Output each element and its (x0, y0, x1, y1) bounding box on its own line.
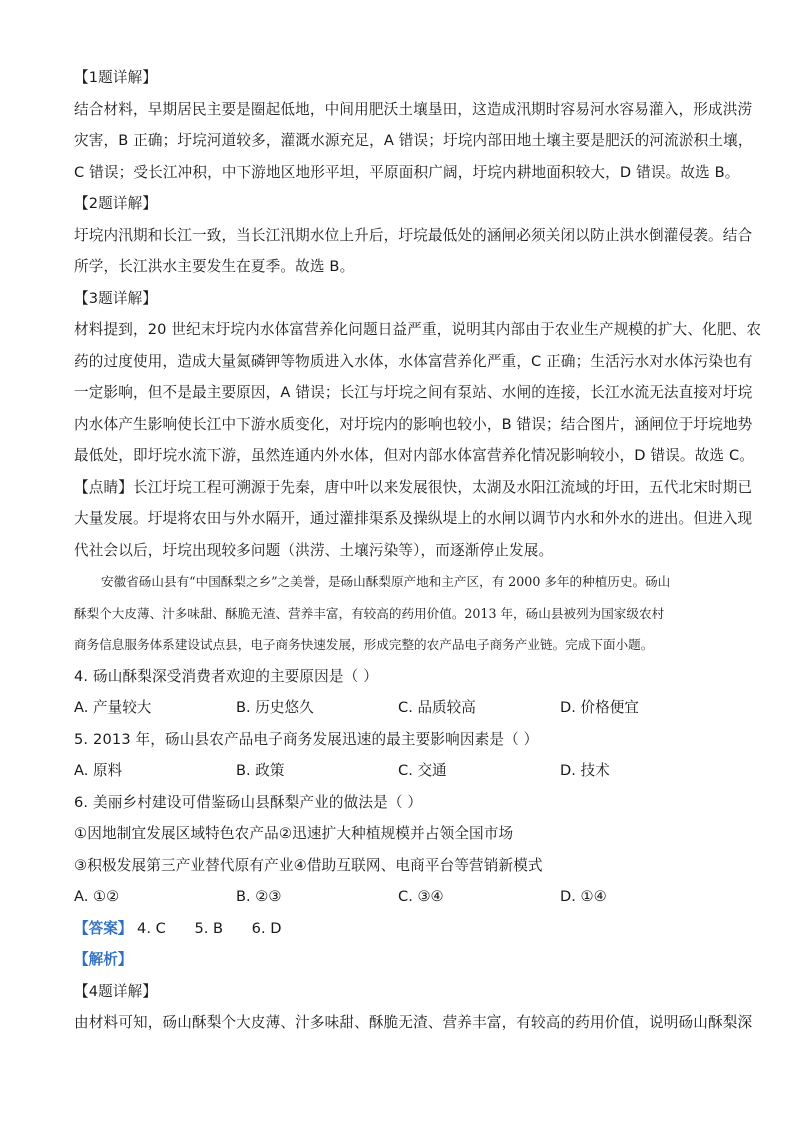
question-6-statement-1: ①因地制宜发展区域特色农产品②迅速扩大种植规模并占领全国市场 (74, 825, 514, 842)
section-1-line-1: 结合材料，早期居民主要是圈起低地，中间用肥沃土壤垦田，这造成汛期时容易河水容易灌入，形成洪涝 (74, 100, 753, 118)
q6-option-c: C. ③④ (398, 888, 444, 905)
question-4-options (74, 692, 726, 724)
question-5-stem: 5. 2013 年，砀山县农产品电子商务发展迅速的最主要影响因素是（ ） (74, 730, 539, 748)
section-3-line-3: 一定影响，但不是最主要原因，A 错误；长江与圩垸之间有泵站、水闸的连接，长江水流无法直接对圩垸 (74, 384, 753, 401)
section-heading-1: 【1题详解】 (74, 69, 158, 86)
q5-option-a: A. 原料 (74, 762, 123, 779)
section-3-line-1: 材料提到，20 世纪末圩垸内水体富营养化问题日益严重，说明其内部由于农业生产规模的扩大、化肥、农 (74, 321, 762, 338)
section-1-line-2: 灾害，B 正确；圩垸河道较多，灌溉水源充足，A 错误；圩垸内部田地土壤主要是肥沃的河流淤积土壤， (74, 132, 753, 149)
dianjing-text-1: 长江圩垸工程可溯源于先秦，唐中叶以来发展很快，太湖及水阳江流域的圩田，五代北宋时期已 (132, 478, 753, 496)
q5-option-b: B. 政策 (236, 762, 285, 779)
q6-option-a: A. ①② (74, 888, 120, 905)
q4-option-b: B. 历史悠久 (236, 699, 314, 716)
analysis-line (74, 944, 726, 976)
question-4-stem: 4. 砀山酥梨深受消费者欢迎的主要原因是（ ） (74, 667, 378, 685)
question-6-stem: 6. 美丽乡村建设可借鉴砀山县酥梨产业的做法是（ ） (74, 793, 423, 811)
section-heading-3: 【3题详解】 (74, 289, 158, 307)
dianjing-line-2: 大量发展。圩堤将农田与外水隔开，通过灌排渠系及操纵堤上的水闸以调节内水和外水的进出。但进入现 (74, 510, 753, 527)
section-2-line-2: 所学，长江洪水主要发生在夏季。故选 B。 (74, 258, 355, 275)
section-heading-4: 【4题详解】 (74, 982, 158, 1000)
question-6-options (74, 881, 726, 913)
q4-option-d: D. 价格便宜 (560, 699, 639, 716)
answer-tag: 【答案】 (74, 919, 133, 937)
q6-option-b: B. ②③ (236, 888, 282, 905)
q4-option-a: A. 产量较大 (74, 699, 152, 716)
document-page (74, 62, 762, 1039)
section-1-line-3: C 错误；受长江冲积，中下游地区地形平坦，平原面积广阔，圩垸内耕地面积较大，D 错误。故选 B。 (74, 163, 740, 181)
section-3-line-4: 内水体产生影响使长江中下游水质变化，对圩垸内的影响也较小，B 错误；结合图片，涵闸位于圩垸地势 (74, 415, 753, 433)
dianjing-heading: 【点睛】 (74, 478, 133, 496)
question-5-options (74, 755, 726, 787)
answer-5: 5. B (194, 919, 224, 937)
answer-4: 4. C (137, 919, 166, 937)
answer-6: 6. D (251, 919, 282, 937)
material-line-1: 安徽省砀山县有“中国酥梨之乡”之美誉，是砀山酥梨原产地和主产区，有 2000 多年的种植历史。砀山 (101, 574, 671, 589)
q5-option-c: C. 交通 (398, 762, 447, 779)
material-line-2: 酥梨个大皮薄、汁多味甜、酥脆无渣、营养丰富，有较高的药用价值。2013 年，砀山县被列为国家级农村 (74, 605, 665, 621)
q5-option-d: D. 技术 (560, 762, 610, 779)
section-3-line-2: 药的过度使用，造成大量氮磷钾等物质进入水体，水体富营养化严重，C 正确；生活污水对水体污染也有 (74, 352, 753, 370)
dianjing-line-1 (74, 472, 753, 504)
section-heading-2: 【2题详解】 (74, 195, 158, 212)
q4-option-c: C. 品质较高 (398, 699, 476, 716)
q6-option-d: D. ①④ (560, 888, 607, 905)
material-line-3: 商务信息服务体系建设试点县，电子商务快速发展，形成完整的农产品电子商务产业链。完成下面小题。 (74, 637, 654, 652)
answer-line (74, 913, 726, 945)
analysis-tag: 【解析】 (74, 951, 133, 968)
dianjing-line-3: 代社会以后，圩垸出现较多问题（洪涝、土壤污染等），而逐渐停止发展。 (74, 541, 554, 559)
section-4-line-1: 由材料可知，砀山酥梨个大皮薄、汁多味甜、酥脆无渣、营养丰富，有较高的药用价值，说明砀山酥梨深 (74, 1014, 753, 1031)
question-6-statement-2: ③积极发展第三产业替代原有产业④借助互联网、电商平台等营销新模式 (74, 856, 543, 874)
section-3-line-5: 最低处，即圩垸水流下游，虽然连通内外水体，但对内部水体富营养化情况影响较小，D 错误。故选 C。 (74, 447, 755, 464)
section-2-line-1: 圩垸内汛期和长江一致，当长江汛期水位上升后，圩垸最低处的涵闸必须关闭以防止洪水倒灌侵袭。结合 (74, 226, 753, 244)
